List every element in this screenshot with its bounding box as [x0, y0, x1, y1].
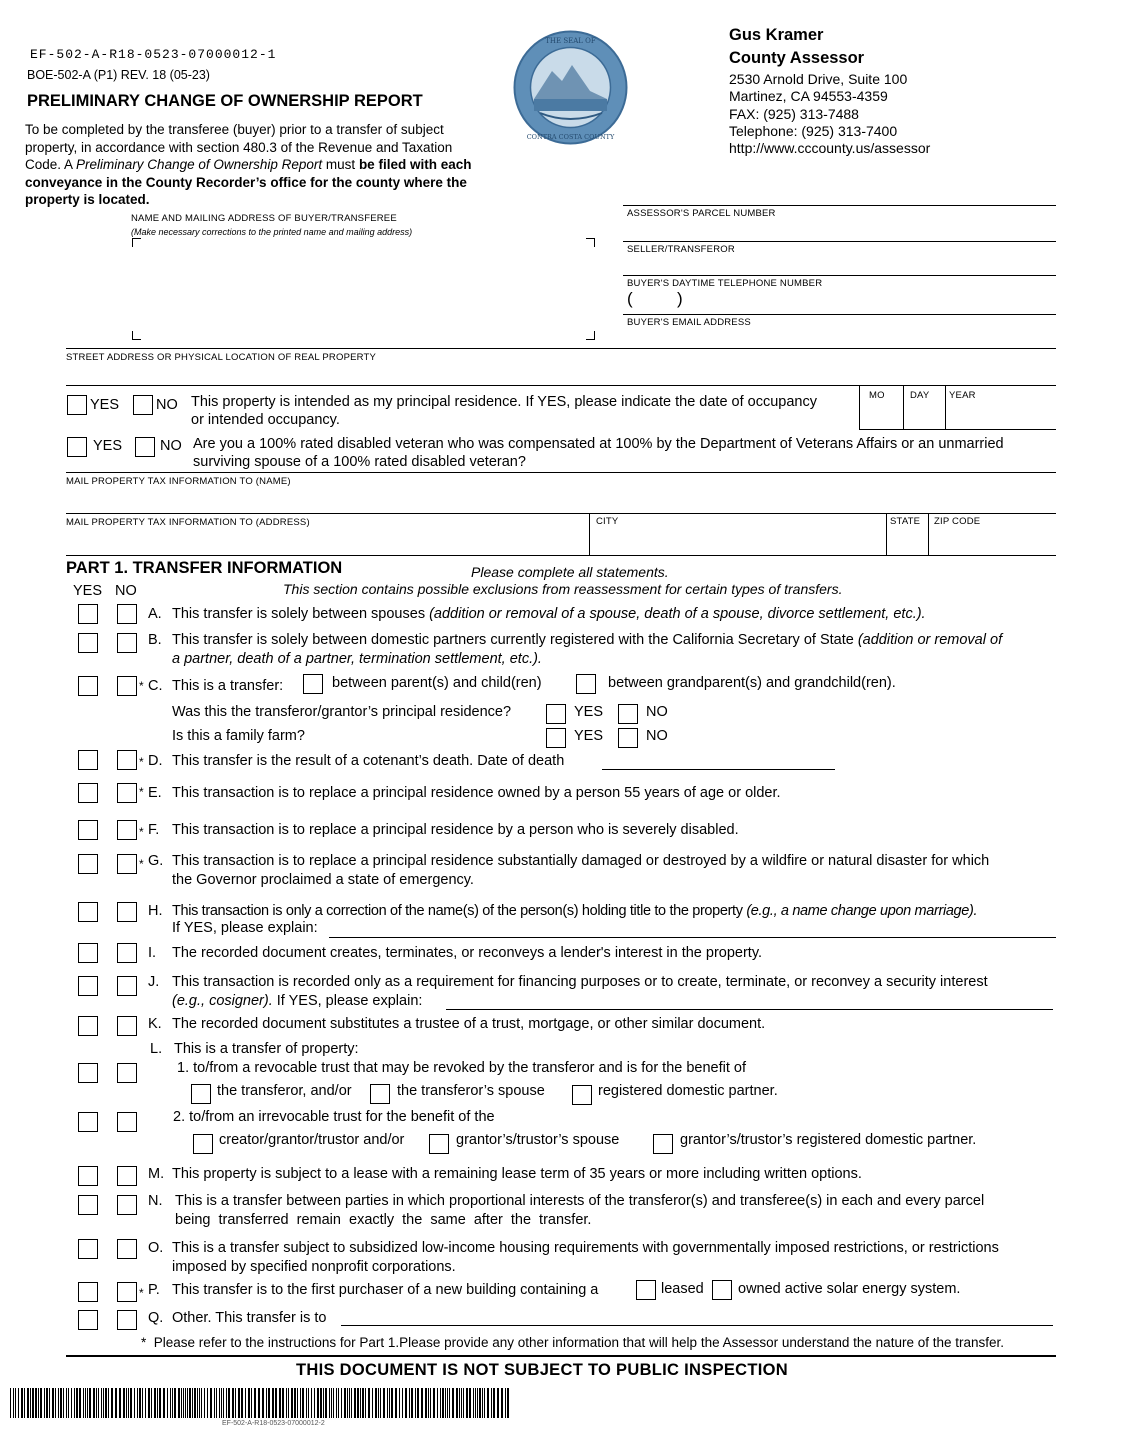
k-letter: K. [148, 1016, 162, 1032]
c-residence-yes-label: YES [574, 704, 604, 720]
h-explain-field[interactable] [329, 920, 1056, 937]
mail-address-field[interactable] [66, 530, 586, 552]
c-grandparent-label: between grandparent(s) and grandchild(ren). [608, 675, 896, 691]
h-no-checkbox[interactable] [117, 902, 137, 922]
state-label: STATE [890, 516, 921, 527]
c-letter: C. [148, 678, 163, 694]
l1-transferor-label: the transferor, and/or [217, 1083, 352, 1099]
part1-heading: PART 1. TRANSFER INFORMATION [66, 559, 343, 577]
l1-transferor-checkbox[interactable] [191, 1084, 211, 1104]
city-field[interactable] [592, 530, 884, 552]
l2-no-checkbox[interactable] [117, 1112, 137, 1132]
residence-no-label: NO [156, 397, 178, 413]
o-letter: O. [148, 1240, 164, 1256]
q-no-checkbox[interactable] [117, 1310, 137, 1330]
d-text: This transfer is the result of a cotenant’s death. Date of death [172, 753, 565, 769]
a-no-checkbox[interactable] [117, 604, 137, 624]
e-yes-checkbox[interactable] [78, 783, 98, 803]
l1-text: 1. to/from a revocable trust that may be revoked by the transferor and is for the benefit of [177, 1060, 747, 1076]
public-inspection-notice: THIS DOCUMENT IS NOT SUBJECT TO PUBLIC INSPECTION [296, 1361, 789, 1379]
h-yes-checkbox[interactable] [78, 902, 98, 922]
city-label: CITY [596, 516, 619, 527]
c-residence-question: Was this the transferor/grantor’s principal residence? [172, 704, 512, 720]
svg-text:THE SEAL OF: THE SEAL OF [545, 37, 596, 45]
e-no-checkbox[interactable] [117, 783, 137, 803]
intro-line-5: property is located. [25, 192, 150, 207]
l2-partner-checkbox[interactable] [653, 1134, 673, 1154]
q-letter: Q. [148, 1310, 164, 1326]
q-other-field[interactable] [341, 1309, 1053, 1325]
c-star: * [139, 679, 144, 693]
c-farm-no-checkbox[interactable] [618, 728, 638, 748]
d-no-checkbox[interactable] [117, 750, 137, 770]
b-text: This transfer is solely between domestic partners currently registered with the California Secretary of State (addition or removal of a partner, death of a partner, termination settlement, etc.). [172, 632, 1003, 667]
street-field[interactable] [66, 364, 1056, 384]
c-residence-no-checkbox[interactable] [618, 704, 638, 724]
l2-partner-label: grantor’s/trustor’s registered domestic partner. [680, 1132, 977, 1148]
intro-line-1: To be completed by the transferee (buyer) prior to a transfer of subject [25, 122, 444, 137]
o-no-checkbox[interactable] [117, 1239, 137, 1259]
h-letter: H. [148, 903, 163, 919]
assessor-office: County Assessor [729, 49, 865, 67]
j-text: This transaction is recorded only as a requirement for financing purposes or to create, terminate, or reconvey a security interest (e.g., cosigner). If YES, please explain: [172, 974, 988, 1009]
c-farm-yes-label: YES [574, 728, 604, 744]
n-no-checkbox[interactable] [117, 1195, 137, 1215]
apn-label: ASSESSOR'S PARCEL NUMBER [627, 208, 776, 219]
mo-label: MO [869, 390, 885, 401]
p-owned-checkbox[interactable] [712, 1280, 732, 1300]
mail-name-label: MAIL PROPERTY TAX INFORMATION TO (NAME) [66, 476, 291, 487]
f-star: * [139, 825, 144, 839]
residence-yes-checkbox[interactable] [67, 395, 87, 415]
p-letter: P. [148, 1282, 160, 1298]
p-leased-checkbox[interactable] [636, 1280, 656, 1300]
date-of-death-field[interactable] [602, 752, 835, 769]
f-no-checkbox[interactable] [117, 820, 137, 840]
f-letter: F. [148, 822, 160, 838]
barcode-icon [10, 1388, 510, 1418]
l2-spouse-label: grantor’s/trustor’s spouse [456, 1132, 620, 1148]
part1-note-1: Please complete all statements. [471, 564, 669, 580]
l1-spouse-label: the transferor’s spouse [397, 1083, 545, 1099]
footnote: * Please refer to the instructions for Part 1.Please provide any other information that will help the Assessor understand the nature of the transfer. [141, 1335, 1005, 1350]
svg-text:CONTRA COSTA COUNTY: CONTRA COSTA COUNTY [526, 133, 615, 141]
l1-partner-checkbox[interactable] [572, 1085, 592, 1105]
address-window-corner-tr [586, 238, 595, 247]
e-text: This transaction is to replace a principal residence owned by a person 55 years of age or older. [172, 785, 781, 801]
m-no-checkbox[interactable] [117, 1166, 137, 1186]
email-label: BUYER'S EMAIL ADDRESS [627, 317, 751, 328]
p-yes-checkbox[interactable] [78, 1282, 98, 1302]
d-letter: D. [148, 753, 163, 769]
n-letter: N. [148, 1193, 163, 1209]
g-no-checkbox[interactable] [117, 854, 137, 874]
street-label: STREET ADDRESS OR PHYSICAL LOCATION OF REAL PROPERTY [66, 352, 377, 363]
a-yes-checkbox[interactable] [78, 604, 98, 624]
c-parent-child-label: between parent(s) and child(ren) [332, 675, 542, 691]
buyer-name-address-field[interactable] [140, 246, 580, 328]
p-text: This transfer is to the first purchaser of a new building containing a [172, 1282, 599, 1298]
buyer-name-label: NAME AND MAILING ADDRESS OF BUYER/TRANSFEREE [131, 213, 397, 224]
q-yes-checkbox[interactable] [78, 1310, 98, 1330]
c-farm-yes-checkbox[interactable] [546, 728, 566, 748]
p-star: * [139, 1286, 144, 1300]
c-residence-no-label: NO [646, 704, 668, 720]
b-letter: B. [148, 632, 162, 648]
n-yes-checkbox[interactable] [78, 1195, 98, 1215]
intro-line-4: conveyance in the County Recorder’s office for the county where the [25, 174, 467, 190]
veteran-yes-label: YES [93, 438, 123, 454]
l2-yes-checkbox[interactable] [78, 1112, 98, 1132]
c-farm-question: Is this a family farm? [172, 728, 305, 744]
a-letter: A. [148, 606, 162, 622]
b-no-checkbox[interactable] [117, 633, 137, 653]
phone-area-open: ( [627, 289, 633, 308]
assessor-url[interactable]: http://www.cccounty.us/assessor [729, 140, 931, 157]
k-text: The recorded document substitutes a trustee of a trust, mortgage, or other similar document. [172, 1016, 766, 1032]
c-grandparent-checkbox[interactable] [576, 674, 596, 694]
n-text: This is a transfer between parties in which proportional interests of the transferor(s) and transferee(s) in each and every parcel being transferred remain exactly the same after the transfer. [175, 1193, 985, 1228]
phone-field[interactable] [637, 290, 1057, 312]
zip-field[interactable] [931, 530, 1055, 552]
seller-label: SELLER/TRANSFEROR [627, 244, 735, 255]
occupancy-month-field[interactable] [861, 402, 901, 426]
form-boe-code: BOE-502-A (P1) REV. 18 (05-23) [27, 68, 210, 82]
email-field[interactable] [625, 328, 1055, 346]
c-yes-checkbox[interactable] [78, 676, 98, 696]
e-star: * [139, 785, 144, 799]
q-text: Other. This transfer is to [172, 1310, 327, 1326]
l1-spouse-checkbox[interactable] [370, 1084, 390, 1104]
apn-field[interactable] [625, 220, 1055, 240]
l2-creator-checkbox[interactable] [193, 1134, 213, 1154]
occupancy-year-field[interactable] [947, 402, 1055, 426]
phone-area-close: ) [677, 289, 683, 308]
c-farm-no-label: NO [646, 728, 668, 744]
day-label: DAY [910, 390, 930, 401]
l2-spouse-checkbox[interactable] [429, 1134, 449, 1154]
c-parent-child-checkbox[interactable] [303, 674, 323, 694]
i-yes-checkbox[interactable] [78, 943, 98, 963]
o-text: This is a transfer subject to subsidized low-income housing requirements with governmentally imposed restrictions, or restrictions imposed by specified nonprofit corporations. [172, 1240, 999, 1275]
j-letter: J. [148, 974, 160, 990]
i-letter: I. [148, 945, 157, 961]
l1-no-checkbox[interactable] [117, 1063, 137, 1083]
j-no-checkbox[interactable] [117, 976, 137, 996]
state-field[interactable] [889, 530, 926, 552]
l-text: This is a transfer of property: [174, 1041, 359, 1057]
mail-address-label: MAIL PROPERTY TAX INFORMATION TO (ADDRESS) [66, 517, 310, 528]
buyer-name-note: (Make necessary corrections to the printed name and mailing address) [131, 227, 413, 237]
phone-label: BUYER'S DAYTIME TELEPHONE NUMBER [627, 278, 823, 289]
veteran-yes-checkbox[interactable] [67, 437, 87, 457]
m-letter: M. [148, 1166, 165, 1182]
part1-note-2: This section contains possible exclusions from reassessment for certain types of transfers. [283, 581, 843, 597]
address-window-corner-bl [132, 331, 141, 340]
m-yes-checkbox[interactable] [78, 1166, 98, 1186]
assessor-contact [729, 71, 930, 157]
year-label: YEAR [949, 390, 976, 401]
intro-line-3: Code. A Preliminary Change of Ownership Report must be filed with each [25, 157, 472, 172]
j-explain-field[interactable] [446, 992, 1053, 1009]
g-text: This transaction is to replace a principal residence substantially damaged or destroyed by a wildfire or natural disaster for which the Governor proclaimed a state of emergency. [172, 853, 990, 888]
p-leased-label: leased [661, 1281, 704, 1297]
seller-field[interactable] [625, 256, 1055, 274]
l2-text: 2. to/from an irrevocable trust for the benefit of the [173, 1109, 495, 1125]
zip-label: ZIP CODE [934, 516, 981, 527]
residence-question: This property is intended as my principal residence. If YES, please indicate the date of occupancy or intended occupancy. [191, 394, 817, 428]
h-explain-label: If YES, please explain: [172, 920, 318, 936]
col-no-header: NO [115, 583, 137, 599]
e-letter: E. [148, 785, 162, 801]
page-title: PRELIMINARY CHANGE OF OWNERSHIP REPORT [27, 92, 423, 110]
assessor-address-1: 2530 Arnold Drive, Suite 100 [729, 71, 908, 87]
veteran-no-label: NO [160, 438, 182, 454]
g-yes-checkbox[interactable] [78, 854, 98, 874]
form-ef-code: EF-502-A-R18-0523-07000012-1 [30, 47, 277, 62]
c-residence-yes-checkbox[interactable] [546, 704, 566, 724]
k-yes-checkbox[interactable] [78, 1016, 98, 1036]
a-text: This transfer is solely between spouses (addition or removal of a spouse, death of a spouse, divorce settlement, etc.). [172, 606, 926, 622]
g-letter: G. [148, 853, 164, 869]
d-star: * [139, 755, 144, 769]
l1-yes-checkbox[interactable] [78, 1063, 98, 1083]
intro-text [25, 121, 503, 209]
residence-yes-label: YES [90, 397, 120, 413]
h-text: This transaction is only a correction of the name(s) of the person(s) holding title to the property (e.g., a name change upon marriage). [172, 903, 978, 919]
assessor-phone: Telephone: (925) 313-7400 [729, 122, 898, 139]
i-no-checkbox[interactable] [117, 943, 137, 963]
mail-name-field[interactable] [66, 488, 1056, 512]
g-star: * [139, 857, 144, 871]
assessor-name: Gus Kramer [729, 26, 824, 44]
j-yes-checkbox[interactable] [78, 976, 98, 996]
intro-line-2: property, in accordance with section 480.3 of the Revenue and Taxation [25, 139, 453, 155]
p-owned-label: owned active solar energy system. [738, 1281, 961, 1297]
l-letter: L. [150, 1041, 163, 1057]
residence-no-checkbox[interactable] [133, 395, 153, 415]
l1-partner-label: registered domestic partner. [598, 1083, 778, 1099]
p-no-checkbox[interactable] [117, 1282, 137, 1302]
b-yes-checkbox[interactable] [78, 633, 98, 653]
c-text: This is a transfer: [172, 678, 284, 694]
barcode-text: EF-502-A-R18-0523-07000012-2 [222, 1420, 325, 1427]
o-yes-checkbox[interactable] [78, 1239, 98, 1259]
c-no-checkbox[interactable] [117, 676, 137, 696]
county-seal-icon [512, 29, 629, 146]
i-text: The recorded document creates, terminates, or reconveys a lender's interest in the property. [172, 945, 763, 961]
k-no-checkbox[interactable] [117, 1016, 137, 1036]
assessor-fax: FAX: (925) 313-7488 [729, 105, 859, 122]
f-text: This transaction is to replace a principal residence by a person who is severely disabled. [172, 822, 739, 838]
d-yes-checkbox[interactable] [78, 750, 98, 770]
veteran-question: Are you a 100% rated disabled veteran who was compensated at 100% by the Department of Veterans Affairs or an unmarried surviving spouse of a 100% rated disabled veteran? [193, 436, 1004, 470]
col-yes-header: YES [73, 583, 103, 599]
assessor-address-2: Martinez, CA 94553-4359 [729, 88, 888, 105]
veteran-no-checkbox[interactable] [135, 437, 155, 457]
m-text: This property is subject to a lease with a remaining lease term of 35 years or more including written options. [172, 1166, 862, 1182]
l2-creator-label: creator/grantor/trustor and/or [219, 1132, 405, 1148]
f-yes-checkbox[interactable] [78, 820, 98, 840]
address-window-corner-br [586, 331, 595, 340]
occupancy-day-field[interactable] [905, 402, 943, 426]
